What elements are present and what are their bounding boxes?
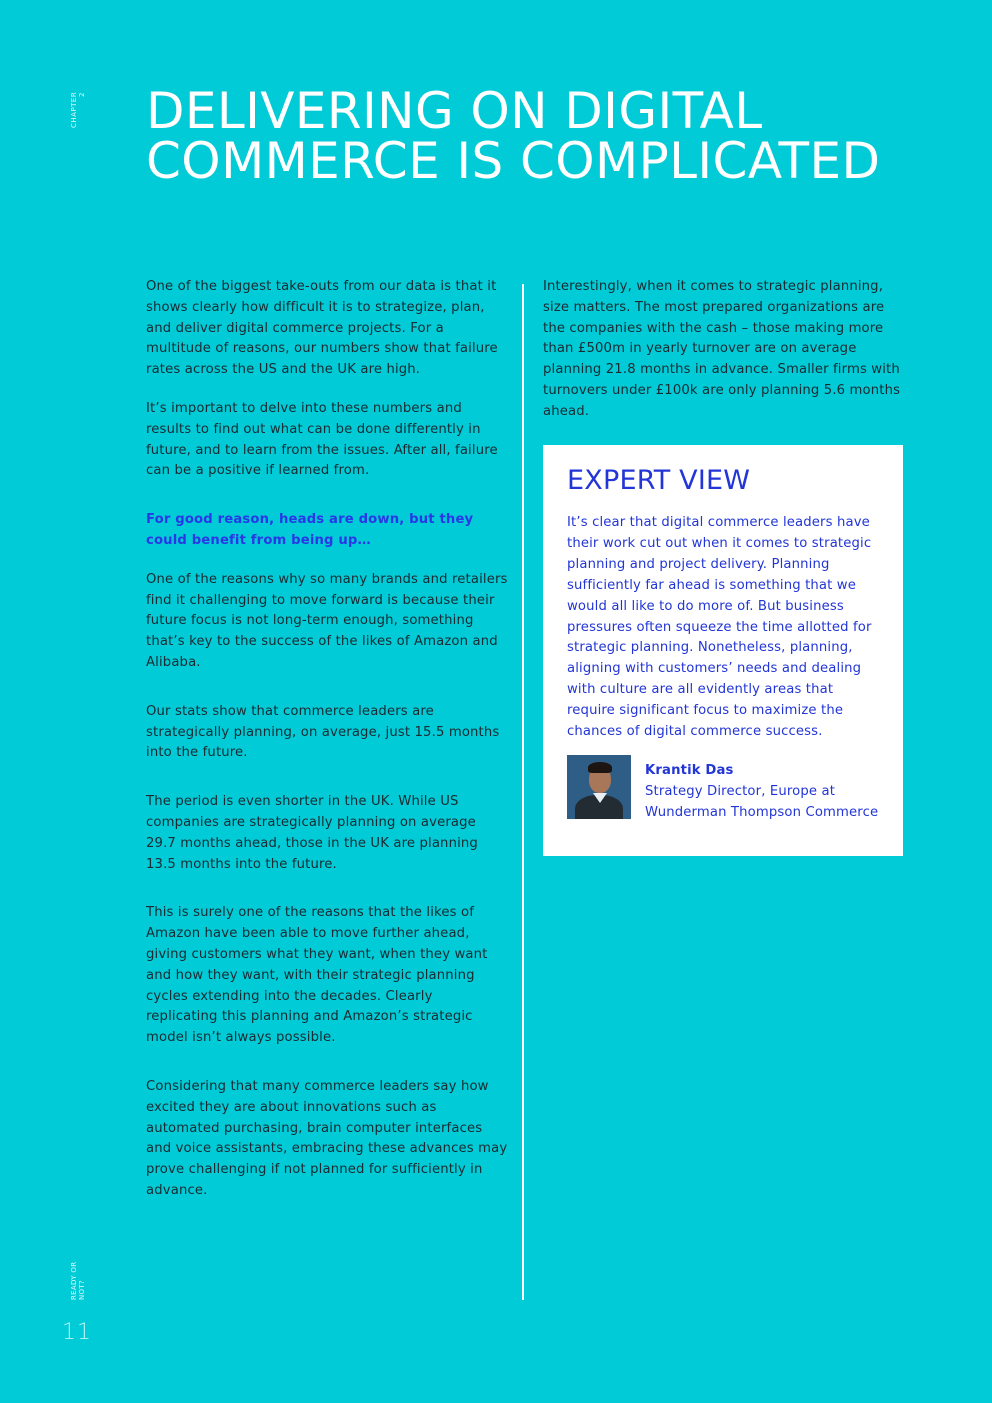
expert-role-line-2: Wunderman Thompson Commerce	[645, 804, 879, 820]
chapter-label: CHAPTER 2	[70, 92, 86, 129]
expert-attribution	[567, 755, 879, 824]
column-divider	[522, 284, 524, 1300]
body-paragraph: Considering that many commerce leaders say how excited they are about innovations such as automated purchasing, brain computer interfaces and voice assistants, embracing these advances may prove challenging if not planned for sufficiently in advance.	[146, 1078, 508, 1198]
right-column	[543, 277, 905, 423]
expert-info	[645, 755, 878, 824]
avatar-hair-shape	[588, 762, 612, 773]
publication-label: READY OR NOT?	[70, 1261, 86, 1300]
body-paragraph: One of the reasons why so many brands and retailers find it challenging to move forward is because their future focus is not long-term enough, something that’s key to the success of the likes of Amazon and Alibaba.	[146, 571, 508, 670]
expert-quote: It’s clear that digital commerce leaders have their work cut out when it comes to strategic planning and project delivery. Planning sufficiently far ahead is something that we would all like to do more of. But business pressures often squeeze the time allotted for strategic planning. Nonetheless, planning, aligning with customers’ needs and dealing with culture are all evidently areas that require significant focus to maximize the chances of digital commerce success.	[567, 515, 872, 740]
avatar	[567, 755, 631, 819]
body-paragraph: One of the biggest take-outs from our data is that it shows clearly how difficult it is to strategize, plan, and deliver digital commerce projects. For a multitude of reasons, our numbers show that failure rates across the US and the UK are high.	[146, 279, 498, 378]
page-title	[146, 82, 946, 190]
body-paragraph: Interestingly, when it comes to strategic planning, size matters. The most prepared organizations are the companies with the cash – those making more than £500m in yearly turnover are on average planning 21.8 months in advance. Smaller firms with turnovers under £100k are only planning 5.6 months ahead.	[543, 279, 901, 419]
expert-view-title: EXPERT VIEW	[567, 465, 751, 496]
expert-view-box	[543, 445, 903, 856]
page-title-line-1: DELIVERING ON DIGITAL	[146, 82, 763, 140]
left-column	[146, 277, 508, 1202]
body-paragraph: This is surely one of the reasons that the likes of Amazon have been able to move further ahead, giving customers what they want, when they want and how they want, with their strategic planning cycles extending into the decades. Clearly replicating this planning and Amazon’s strategic model isn’t always possible.	[146, 905, 488, 1046]
page-title-line-2: COMMERCE IS COMPLICATED	[146, 132, 881, 190]
body-paragraph: Our stats show that commerce leaders are strategically planning, on average, just 15.5 months into the future.	[146, 703, 500, 761]
expert-role-line-1: Strategy Director, Europe at	[645, 783, 836, 799]
body-paragraph: The period is even shorter in the UK. While US companies are strategically planning on average 29.7 months ahead, those in the UK are planning 13.5 months into the future.	[146, 794, 478, 872]
expert-name: Krantik Das	[645, 762, 734, 778]
lead-paragraph: For good reason, heads are down, but they could benefit from being up…	[146, 512, 474, 548]
page-number: 11	[62, 1320, 92, 1345]
body-paragraph: It’s important to delve into these numbers and results to find out what can be done differently in future, and to learn from the issues. After all, failure can be a positive if learned from.	[146, 400, 498, 479]
